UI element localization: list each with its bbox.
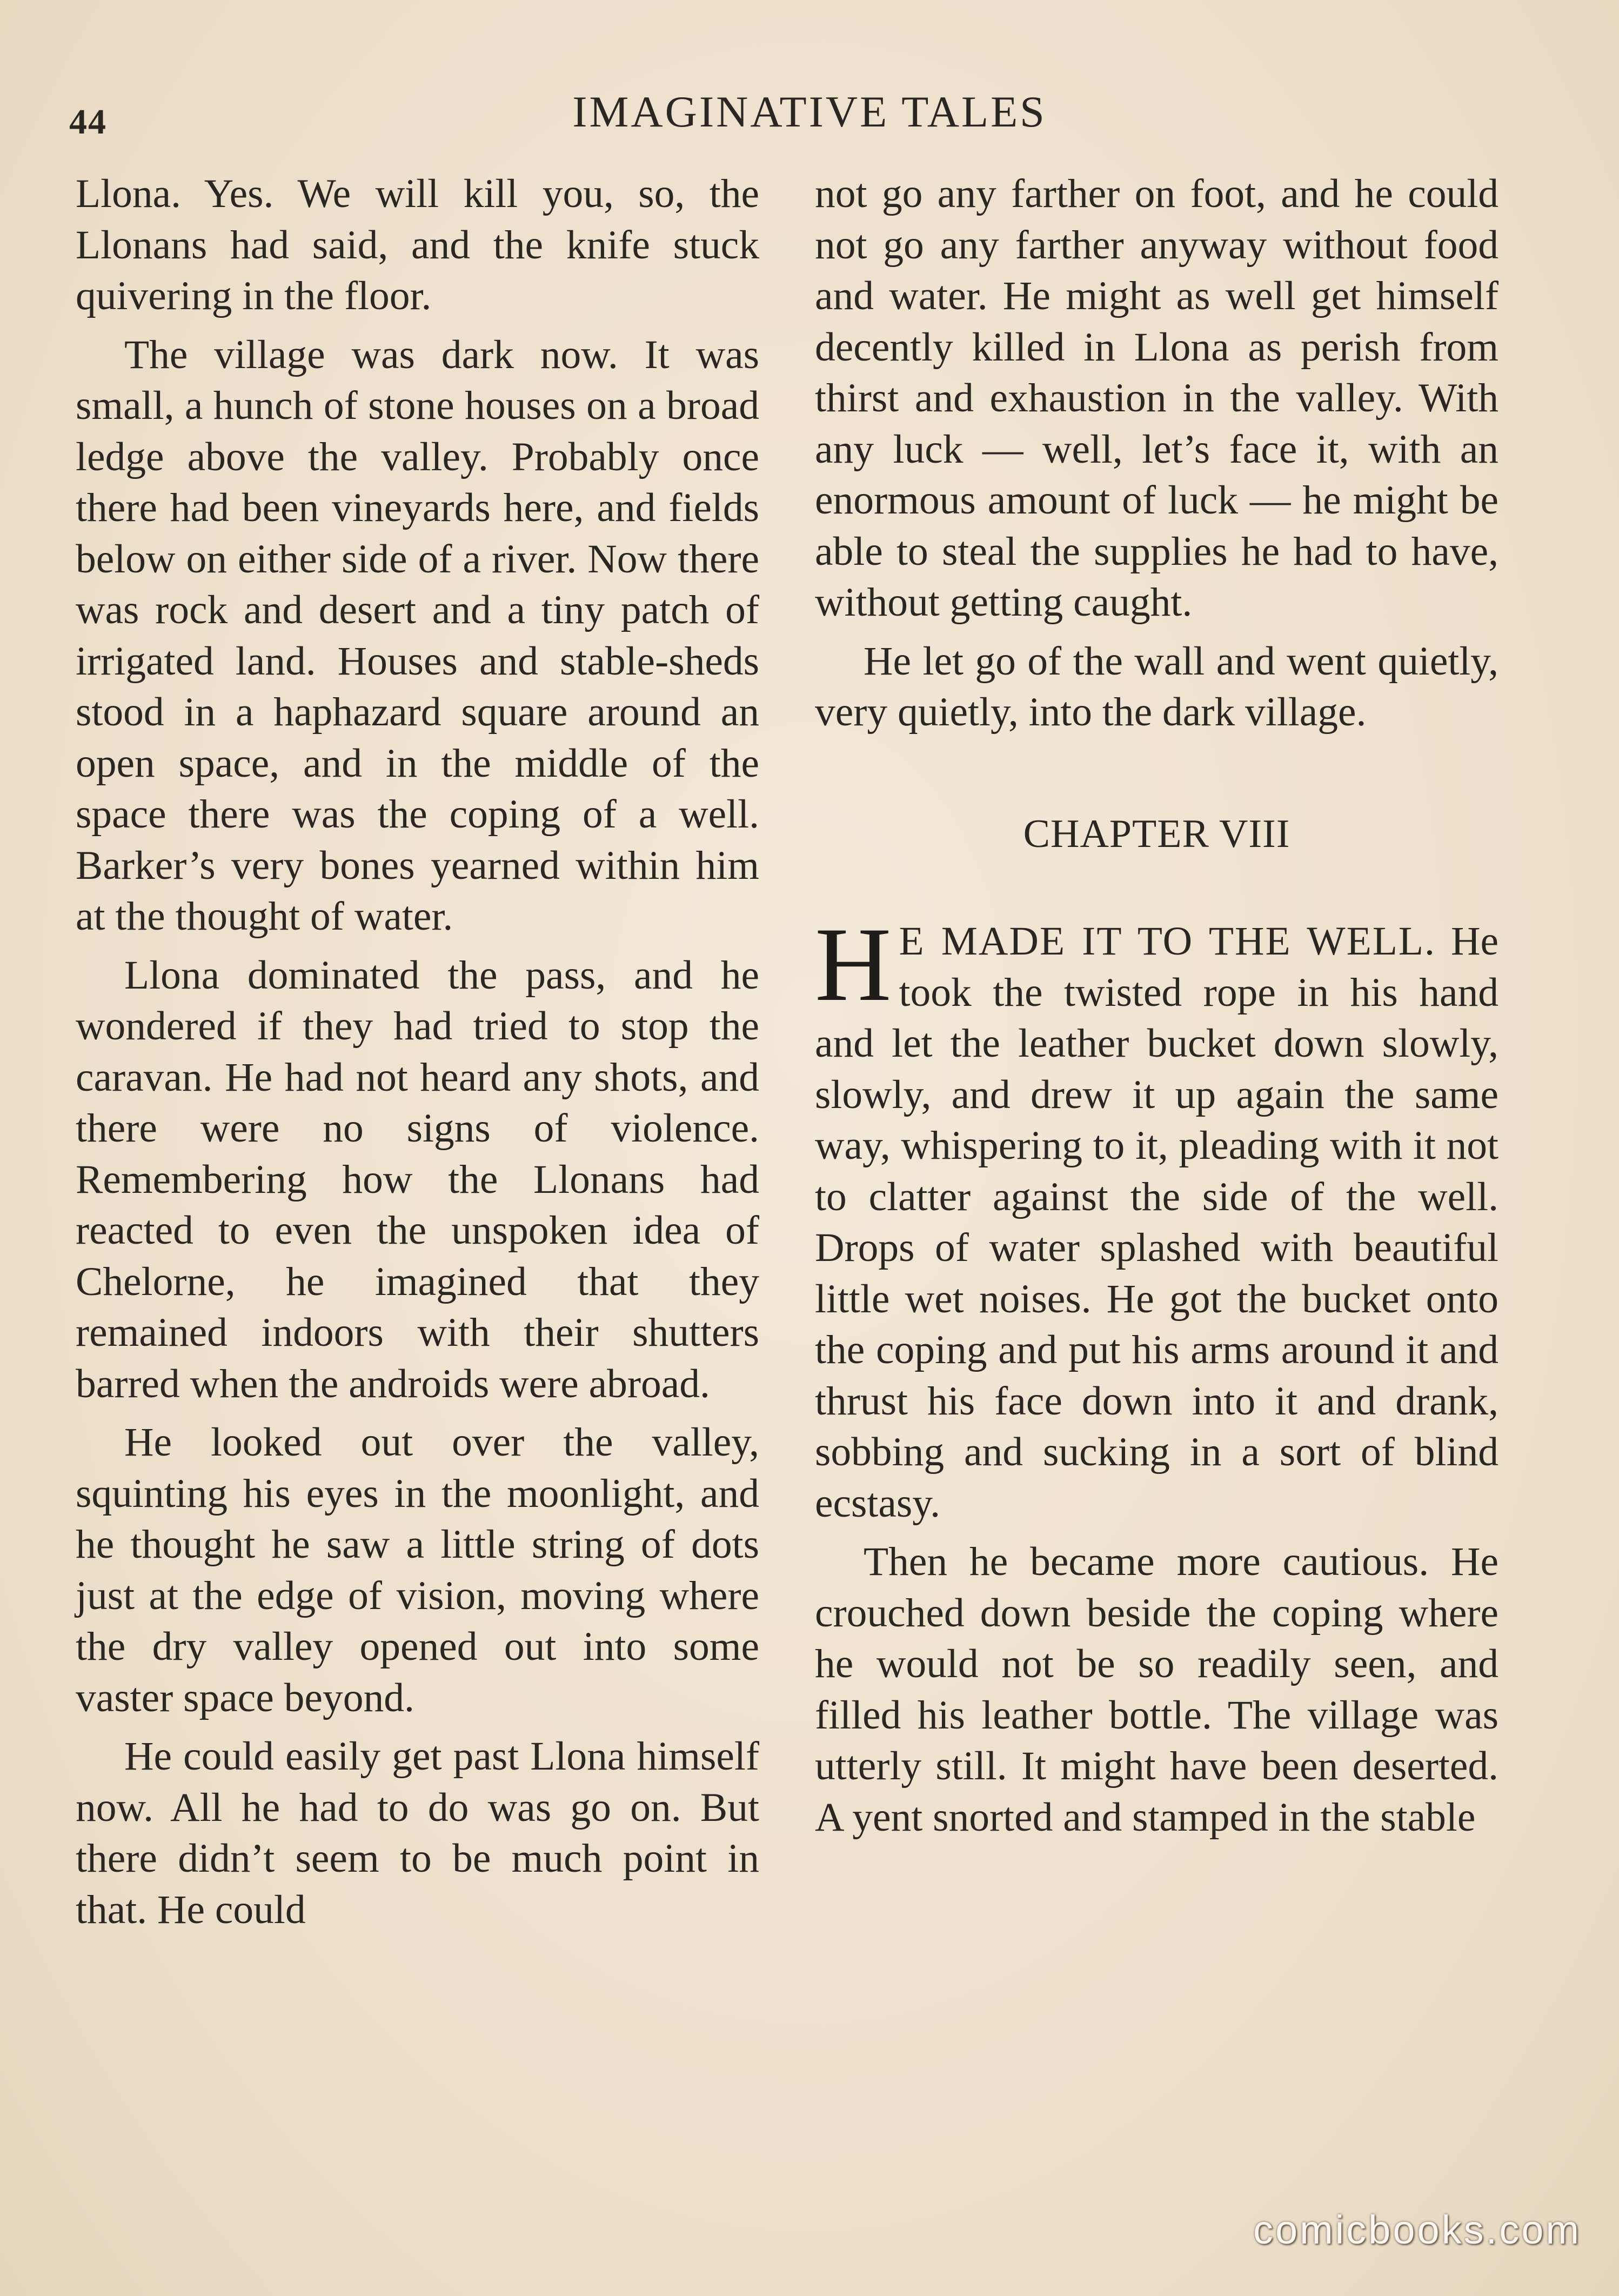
- drop-cap: H: [815, 906, 892, 1023]
- page-number: 44: [69, 102, 107, 142]
- paragraph: Then he became more cautious. He crouched down beside the coping where he would not be so readily seen, and filled his leather bottle. The village was utterly still. It might have been deserted. A yent snorted and stamped in the stable: [815, 1539, 1498, 1840]
- opening-text: He took the twisted rope in his hand and let the leather bucket down slowly, slowly, and drew it up again the same way, whispering to it, pleading with it not to clatter against the side of the well. Drops of water splashed with beautiful little wet noises. He got the bucket onto the coping and put his arms around it and thrust his face down into it and drank, sobbing and sucking in a sort of blind ecstasy.: [815, 919, 1498, 1526]
- opening-caps: E MADE IT TO THE WELL.: [899, 919, 1436, 964]
- right-column: [815, 169, 1498, 1851]
- running-title: IMAGINATIVE TALES: [572, 87, 1047, 136]
- paragraph: Llona dominated the pass, and he wondered if they had tried to stop the caravan. He had not heard any shots, and there were no signs of violence. Remembering how the Llonans had reacted to even the unspoken idea of Chelorne, he imagined that they remained indoors with their shutters barred when the androids were abroad.: [76, 952, 759, 1406]
- left-column: [76, 169, 759, 1943]
- paragraph: He let go of the wall and went quietly, very quietly, into the dark village.: [815, 638, 1498, 735]
- paragraph: Llona. Yes. We will kill you, so, the Llonans had said, and the knife stuck quivering in the floor.: [76, 171, 759, 318]
- paragraph: not go any farther on foot, and he could not go any farther anyway without food and water. He might as well get himself decently killed in Llona as perish from thirst and exhaustion in the valley. With any luck — well, let’s face it, with an enormous amount of luck — he might be able to steal the supplies he had to have, without getting caught.: [815, 171, 1498, 625]
- paragraph: He could easily get past Llona himself now. All he had to do was go on. But there didn’t seem to be much point in that. He could: [76, 1734, 759, 1932]
- chapter-heading: CHAPTER VIII: [1023, 811, 1290, 856]
- watermark: comicbooks.com: [1253, 2207, 1581, 2252]
- paragraph: The village was dark now. It was small, a hunch of stone houses on a broad ledge above the valley. Probably once there had been vineyards here, and fields below on either side of a river. Now there was rock and desert and a tiny patch of irrigated land. Houses and stable-sheds stood in a haphazard square around an open space, and in the middle of the space there was the coping of a well. Barker’s very bones yearned within him at the thought of water.: [76, 332, 759, 939]
- chapter-opening-paragraph: [815, 906, 1498, 1529]
- paragraph: He looked out over the valley, squinting his eyes in the moonlight, and he thought he saw a little string of dots just at the edge of vision, moving where the dry valley opened out into some vaster space beyond.: [76, 1420, 759, 1720]
